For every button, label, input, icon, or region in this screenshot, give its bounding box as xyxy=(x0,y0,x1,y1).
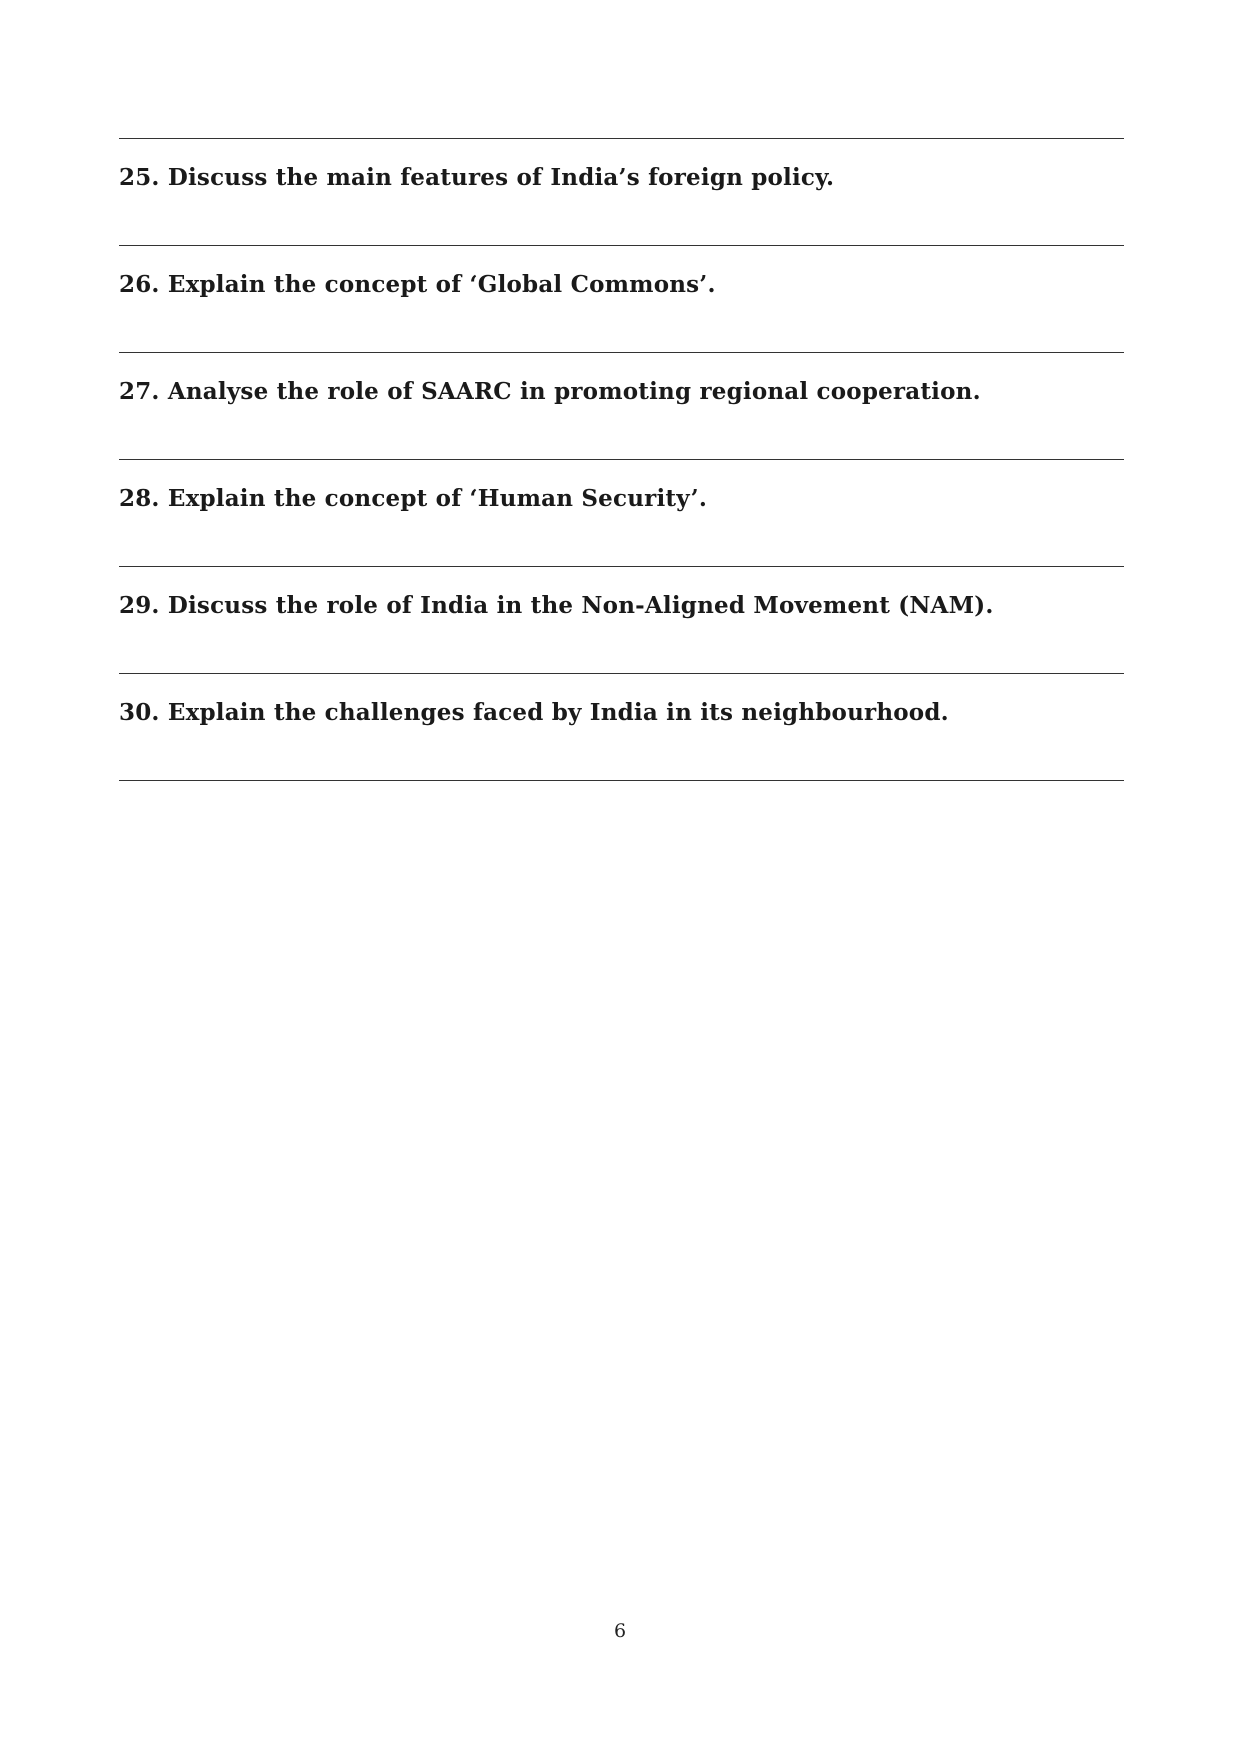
question-text: Analyse the role of SAARC in promoting regional cooperation. xyxy=(167,378,981,405)
question-item xyxy=(119,246,1124,352)
question-item xyxy=(119,460,1124,566)
question-item xyxy=(119,674,1124,780)
question-text: Discuss the role of India in the Non-Aligned Movement (NAM). xyxy=(167,592,994,619)
divider-rule xyxy=(119,780,1124,781)
question-number: 25. xyxy=(119,164,160,191)
question-text: Explain the concept of ‘Human Security’. xyxy=(167,485,708,512)
question-item xyxy=(119,139,1124,245)
question-number: 28. xyxy=(119,485,160,512)
question-number: 30. xyxy=(119,699,160,726)
question-number: 26. xyxy=(119,271,160,298)
question-list xyxy=(119,138,1124,781)
question-item xyxy=(119,567,1124,673)
question-number: 27. xyxy=(119,378,160,405)
question-item xyxy=(119,353,1124,459)
question-text: Explain the challenges faced by India in its neighbourhood. xyxy=(167,699,949,726)
question-number: 29. xyxy=(119,592,160,619)
question-text: Discuss the main features of India’s foreign policy. xyxy=(167,164,835,191)
question-text: Explain the concept of ‘Global Commons’. xyxy=(167,271,716,298)
page-number: 6 xyxy=(613,1620,627,1642)
